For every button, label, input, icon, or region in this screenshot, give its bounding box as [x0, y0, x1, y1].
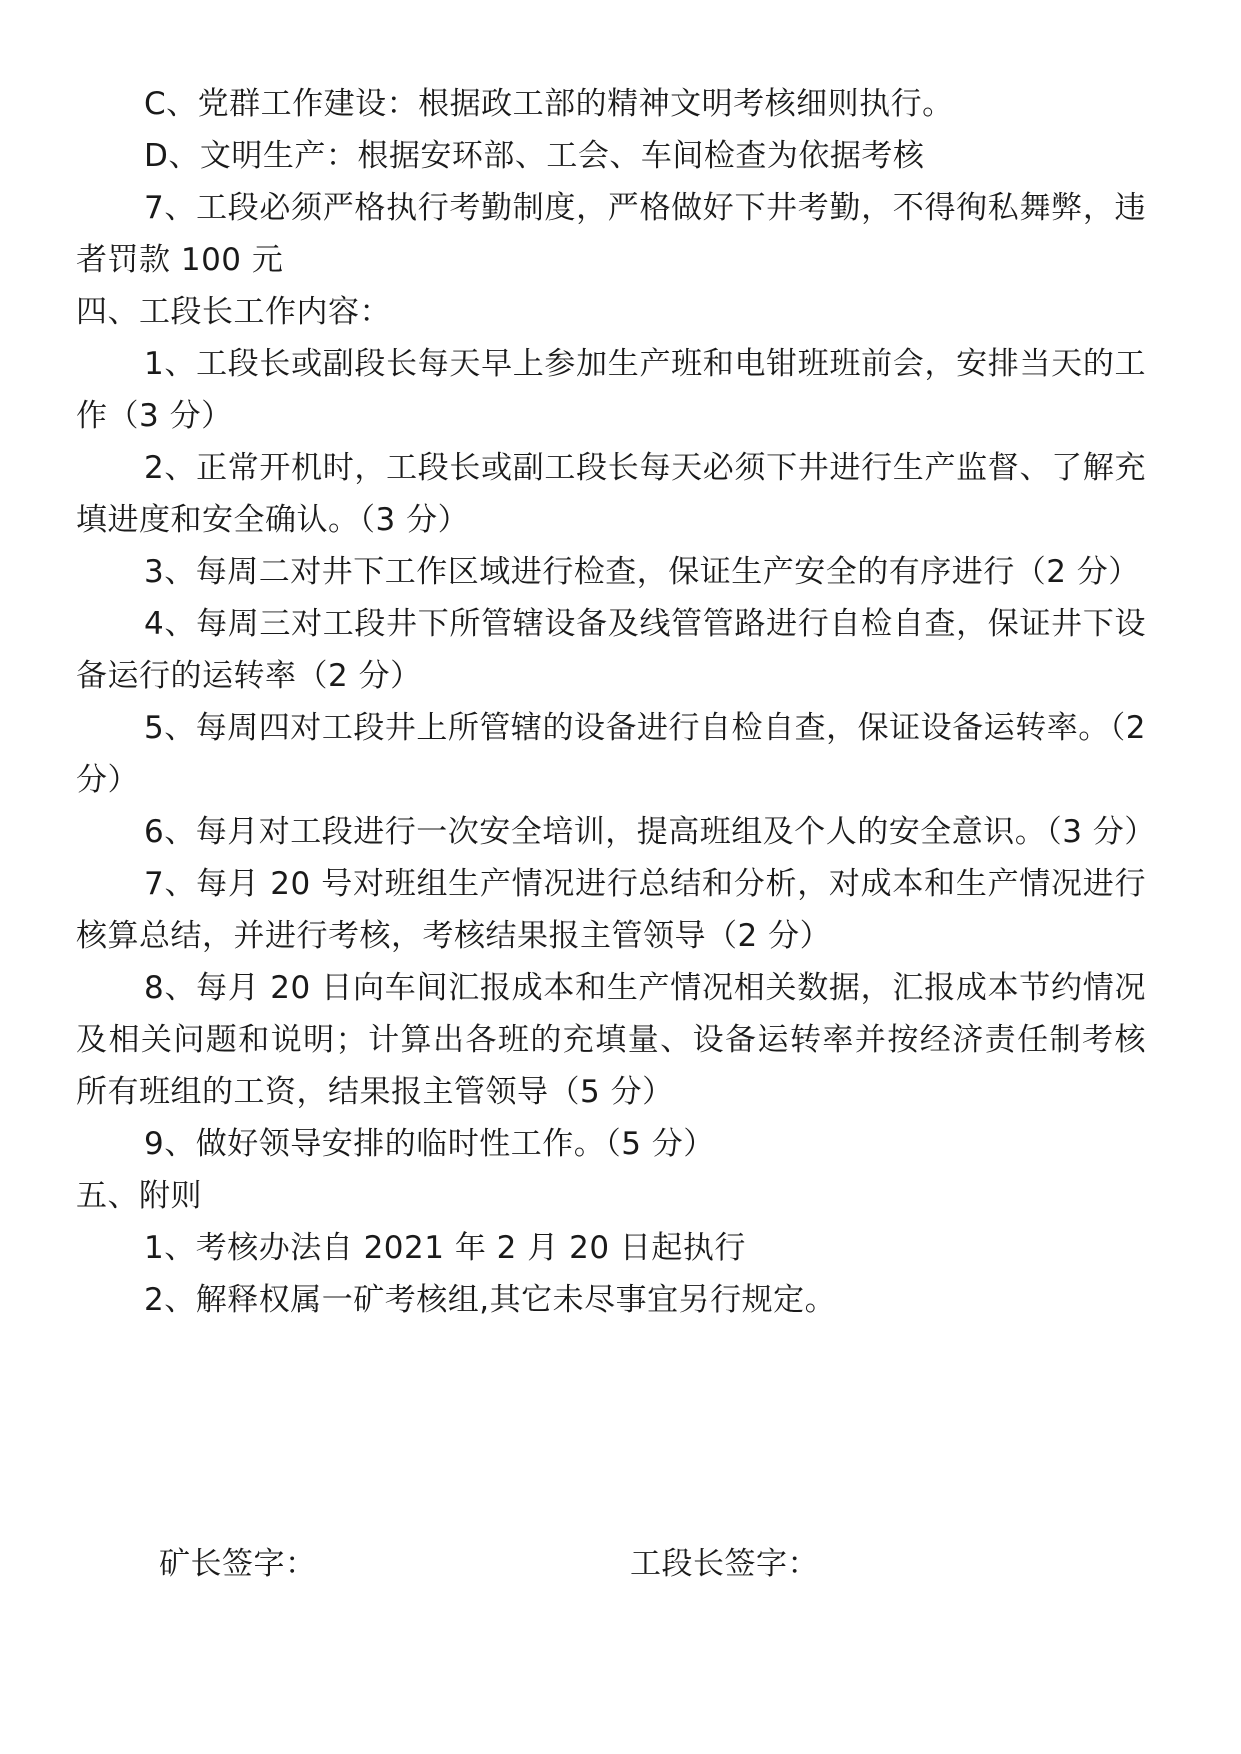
section-4-heading: 四、工段长工作内容：	[76, 294, 391, 330]
signature-area	[0, 1538, 1241, 1590]
document-body	[76, 78, 1156, 1326]
clause-7-attendance: 7、工段必须严格执行考勤制度，严格做好下井考勤，不得徇私舞弊，违者罚款 100 元	[76, 190, 1146, 278]
section-chief-signature-label: 工段长签字：	[630, 1546, 819, 1582]
clause-c-party-work: C、党群工作建设：根据政工部的精神文明考核细则执行。	[144, 86, 954, 122]
duty-item-7: 7、每月 20 号对班组生产情况进行总结和分析，对成本和生产情况进行核算总结，并进行考核，考核结果报主管领导（2 分）	[76, 866, 1146, 954]
duty-item-6: 6、每月对工段进行一次安全培训，提高班组及个人的安全意识。（3 分）	[144, 814, 1156, 850]
duty-item-2: 2、正常开机时，工段长或副工段长每天必须下井进行生产监督、了解充填进度和安全确认。（3 分）	[76, 450, 1146, 538]
duty-item-1: 1、工段长或副段长每天早上参加生产班和电钳班班前会，安排当天的工作（3 分）	[76, 346, 1146, 434]
section-5-heading: 五、附则	[76, 1178, 202, 1214]
supplementary-item-2: 2、解释权属一矿考核组,其它未尽事宜另行规定。	[144, 1282, 837, 1318]
duty-item-3: 3、每周二对井下工作区域进行检查，保证生产安全的有序进行（2 分）	[144, 554, 1140, 590]
duty-item-5: 5、每周四对工段井上所管辖的设备进行自检自查，保证设备运转率。（2 分）	[76, 710, 1146, 798]
duty-item-8: 8、每月 20 日向车间汇报成本和生产情况相关数据，汇报成本节约情况及相关问题和说明；计算出各班的充填量、设备运转率并按经济责任制考核所有班组的工资，结果报主管领导（5 分）	[76, 970, 1146, 1110]
mine-manager-signature-label: 矿长签字：	[159, 1546, 317, 1582]
supplementary-item-1: 1、考核办法自 2021 年 2 月 20 日起执行	[144, 1230, 746, 1266]
duty-item-4: 4、每周三对工段井下所管辖设备及线管管路进行自检自查，保证井下设备运行的运转率（2 分）	[76, 606, 1146, 694]
clause-d-civilized-production: D、文明生产：根据安环部、工会、车间检查为依据考核	[144, 138, 925, 174]
duty-item-9: 9、做好领导安排的临时性工作。（5 分）	[144, 1126, 715, 1162]
